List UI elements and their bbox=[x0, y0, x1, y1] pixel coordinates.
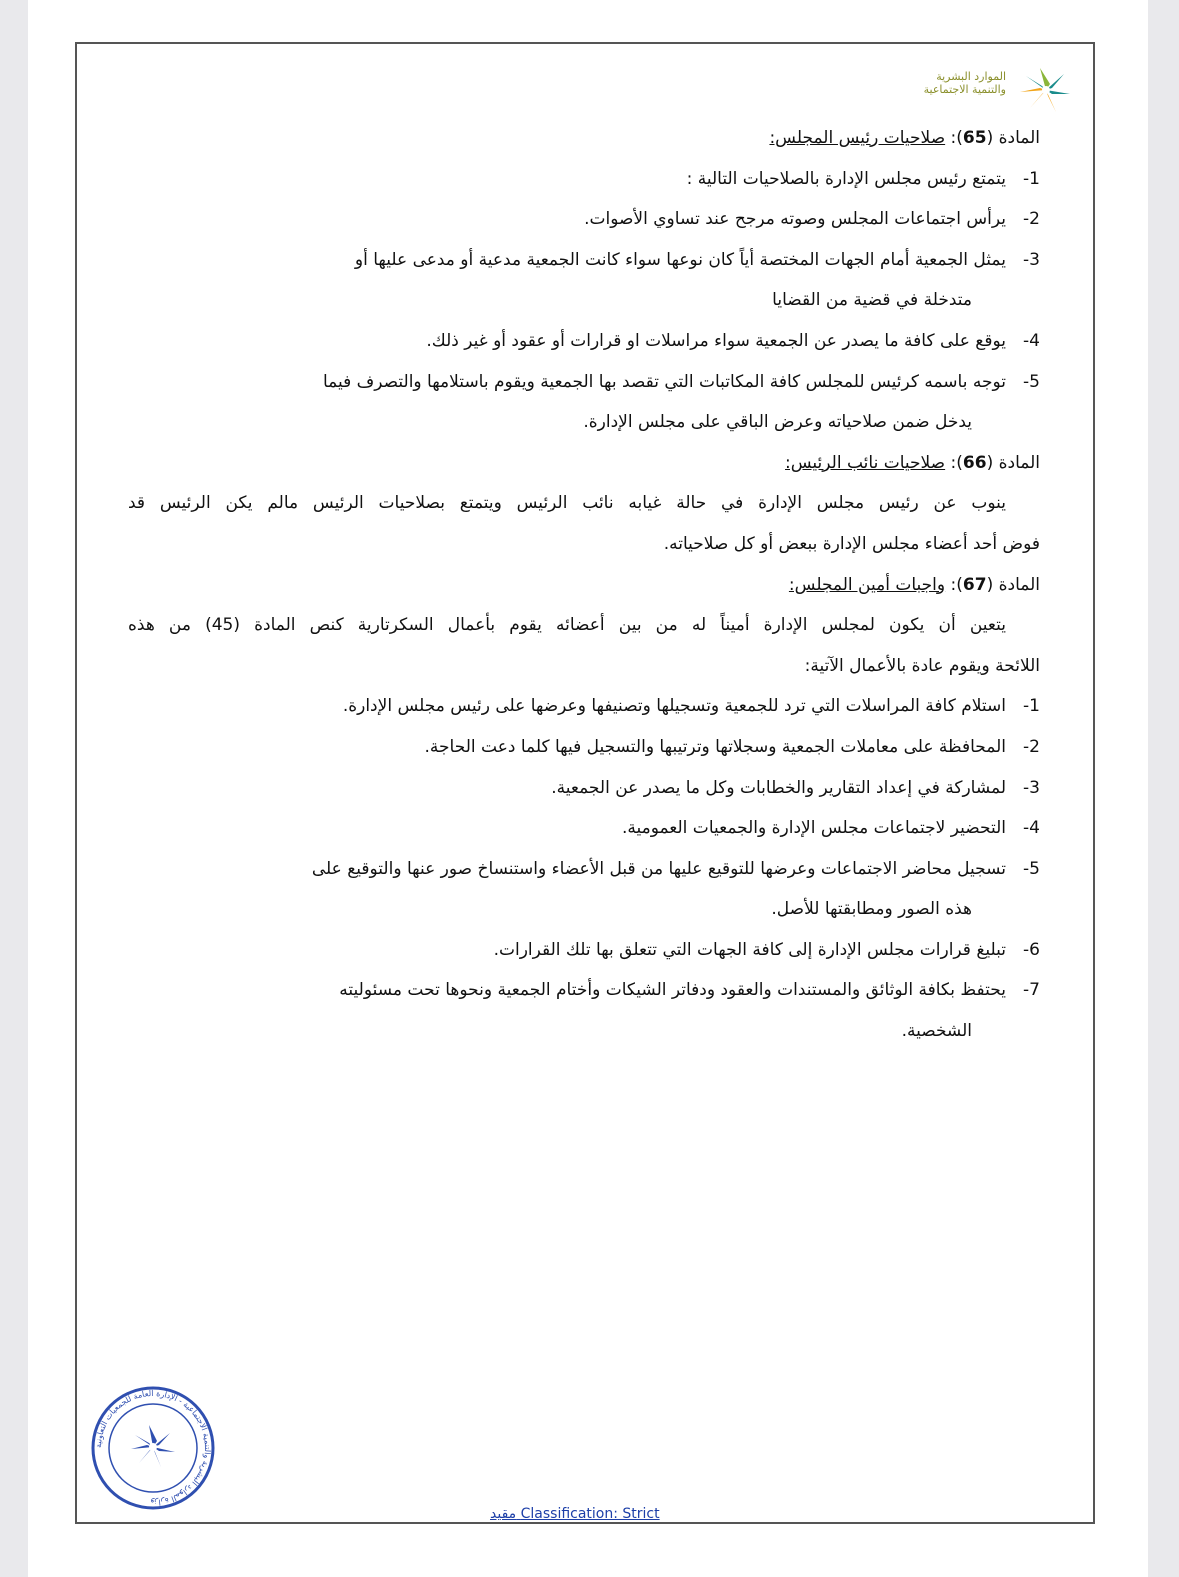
article-65-heading: المادة (65): صلاحيات رئيس المجلس: bbox=[769, 128, 1040, 148]
classification-text: Classification: Strict bbox=[520, 1506, 660, 1522]
list-item-continuation: يدخل ضمن صلاحياته وعرض الباقي على مجلس الإدارة. bbox=[583, 412, 972, 433]
logo-line-2: والتنمية الاجتماعية bbox=[923, 83, 1006, 96]
paragraph-line: يتعين أن يكون لمجلس الإدارة أميناً له من بين أعضائه يقوم بأعمال السكرتارية كنص المادة (45) من هذه bbox=[128, 615, 1006, 636]
list-item: 1- استلام كافة المراسلات التي ترد للجمعية وتسجيلها وتصنيفها وعرضها على رئيس مجلس الإدارة. bbox=[342, 696, 1040, 717]
paragraph-line: ينوب عن رئيس مجلس الإدارة في حالة غيابه نائب الرئيس ويتمتع بصلاحيات الرئيس مالم يكن الرئيس قد bbox=[128, 493, 1006, 514]
list-item: 2- المحافظة على معاملات الجمعية وسجلاتها وترتيبها والتسجيل فيها كلما دعت الحاجة. bbox=[424, 736, 1040, 757]
list-item: 3- يمثل الجمعية أمام الجهات المختصة أياً كان نوعها سواء كانت الجمعية مدعية أو مدعى عليها أو bbox=[354, 249, 1040, 270]
list-item-continuation: متدخلة في قضية من القضايا bbox=[772, 290, 972, 311]
list-item: 5- توجه باسمه كرئيس للمجلس كافة المكاتبات التي تقصد بها الجمعية ويقوم باستلامها والتصرف فيما bbox=[322, 371, 1040, 392]
logo-text bbox=[924, 70, 1006, 96]
list-item: 6- تبليغ قرارات مجلس الإدارة إلى كافة الجهات التي تتعلق بها تلك القرارات. bbox=[493, 939, 1040, 960]
article-number: 65 bbox=[962, 128, 987, 148]
article-title: واجبات أمين المجلس: bbox=[788, 574, 946, 595]
ministry-star-icon bbox=[1010, 64, 1080, 116]
list-item: 4- التحضير لاجتماعات مجلس الإدارة والجمعيات العمومية. bbox=[621, 818, 1040, 839]
article-title: صلاحيات نائب الرئيس: bbox=[785, 452, 946, 473]
article-number: 67 bbox=[962, 574, 987, 595]
list-item: 7- يحتفظ بكافة الوثائق والمستندات والعقود ودفاتر الشيكات وأختام الجمعية ونحوها تحت مسئوليته bbox=[339, 980, 1040, 1001]
article-number: 66 bbox=[962, 452, 987, 473]
list-item: 3- لمشاركة في إعداد التقارير والخطابات وكل ما يصدر عن الجمعية. bbox=[551, 777, 1040, 798]
article-title: صلاحيات رئيس المجلس: bbox=[769, 128, 946, 148]
ministry-logo bbox=[905, 64, 1080, 116]
article-67-heading: المادة (67): واجبات أمين المجلس: bbox=[788, 574, 1040, 595]
stamp-text: وزارة الموارد البشرية والتنمية الاجتماعية - الإدارة العامة للجمعيات التعاونية bbox=[93, 1388, 213, 1508]
article-66-heading: المادة (66): صلاحيات نائب الرئيس: bbox=[785, 452, 1040, 473]
official-stamp bbox=[90, 1385, 216, 1511]
classification-label bbox=[490, 1506, 690, 1528]
list-item-continuation: الشخصية. bbox=[901, 1021, 972, 1042]
list-item-continuation: هذه الصور ومطابقتها للأصل. bbox=[771, 899, 972, 920]
list-item: 2- يرأس اجتماعات المجلس وصوته مرجح عند تساوي الأصوات. bbox=[584, 209, 1040, 230]
list-item: 1- يتمتع رئيس مجلس الإدارة بالصلاحيات التالية : bbox=[686, 168, 1040, 189]
logo-line-1: الموارد البشرية bbox=[936, 70, 1006, 83]
paragraph-line: اللائحة ويقوم عادة بالأعمال الآتية: bbox=[804, 655, 1040, 676]
list-item: 5- تسجيل محاضر الاجتماعات وعرضها للتوقيع عليها من قبل الأعضاء واستنساخ صور عنها والتوقيع على bbox=[311, 858, 1040, 879]
classification-arabic: مقيد bbox=[490, 1506, 517, 1522]
document-body bbox=[128, 118, 1040, 1052]
paragraph-line: فوض أحد أعضاء مجلس الإدارة ببعض أو كل صلاحياته. bbox=[663, 533, 1040, 554]
list-item: 4- يوقع على كافة ما يصدر عن الجمعية سواء مراسلات او قرارات أو عقود أو غير ذلك. bbox=[426, 330, 1040, 351]
